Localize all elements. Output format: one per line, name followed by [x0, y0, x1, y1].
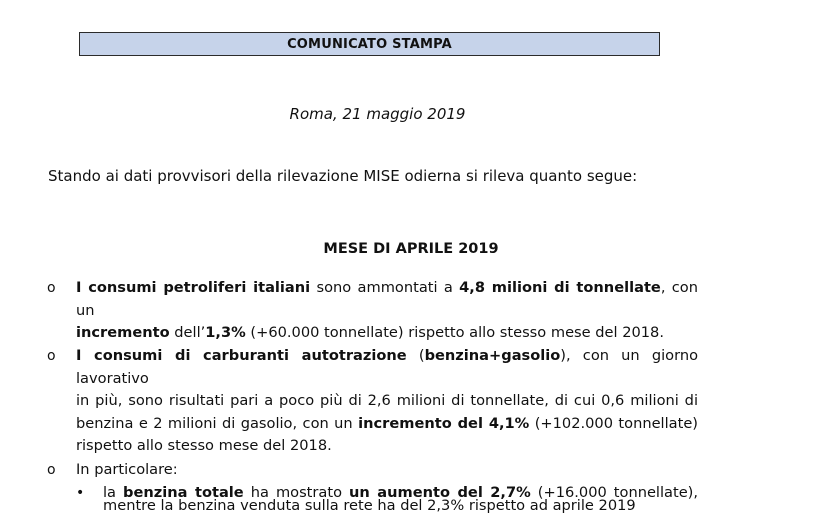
item-text: benzina e 2 milioni di gasolio, con un — [76, 414, 359, 432]
item-bold-text: benzina totale — [123, 484, 244, 501]
intro-paragraph: Stando ai dati provvisori della rilevazione MISE odierna si rileva quanto segue: — [48, 167, 638, 185]
item-bold-text: 4,8 milioni di tonnellate — [459, 279, 661, 296]
list-marker: o — [47, 348, 56, 364]
press-release-header — [79, 32, 660, 56]
list-item — [76, 459, 698, 482]
item-text: la — [103, 484, 124, 501]
press-release-title: COMUNICATO STAMPA — [287, 36, 452, 52]
item-bold-text: benzina+gasolio — [424, 347, 561, 364]
item-bold-text: I consumi petroliferi italiani — [76, 279, 311, 296]
item-text: sono ammontati a — [310, 279, 460, 296]
section-title: MESE DI APRILE 2019 — [323, 241, 499, 257]
bullet-marker: • — [76, 485, 85, 501]
item-text: ), con un giorno lavorativo — [76, 347, 698, 387]
item-text: in più, sono risultati pari a poco più di 2,6 milioni di tonnellate, di cui 0,6 milioni di — [76, 392, 698, 409]
item-text: (+60.000 tonnellate) rispetto allo stesso mese del 2018. — [245, 324, 664, 341]
item-text: In particolare: — [76, 461, 178, 478]
item-text: ha mostrato — [243, 484, 350, 501]
item-bold-text: 1,3% — [205, 324, 246, 341]
dateline: Roma, 21 maggio 2019 — [289, 105, 466, 123]
list-item — [76, 277, 698, 345]
item-text: ( — [406, 347, 425, 364]
item-bold-text: incremento — [76, 324, 170, 341]
item-text: dell’ — [169, 324, 206, 341]
item-text: (+102.000 tonnellate) — [529, 414, 698, 432]
cutoff-text: mentre la benzina venduta sulla rete ha del 2,3% rispetto ad aprile 2019 — [103, 497, 636, 514]
item-bold-text: incremento del 4,1% — [358, 414, 530, 432]
item-bold-text: I consumi di carburanti autotrazione — [76, 347, 407, 364]
list-marker: o — [47, 280, 56, 296]
list-marker: o — [47, 462, 56, 478]
item-bold-text: un aumento del 2,7% — [349, 484, 531, 501]
list-item — [76, 345, 698, 458]
item-text: rispetto allo stesso mese del 2018. — [76, 437, 332, 454]
cutoff-line — [103, 497, 698, 514]
item-text: , con un — [76, 279, 698, 319]
item-text: (+16.000 tonnellate), — [530, 484, 699, 501]
